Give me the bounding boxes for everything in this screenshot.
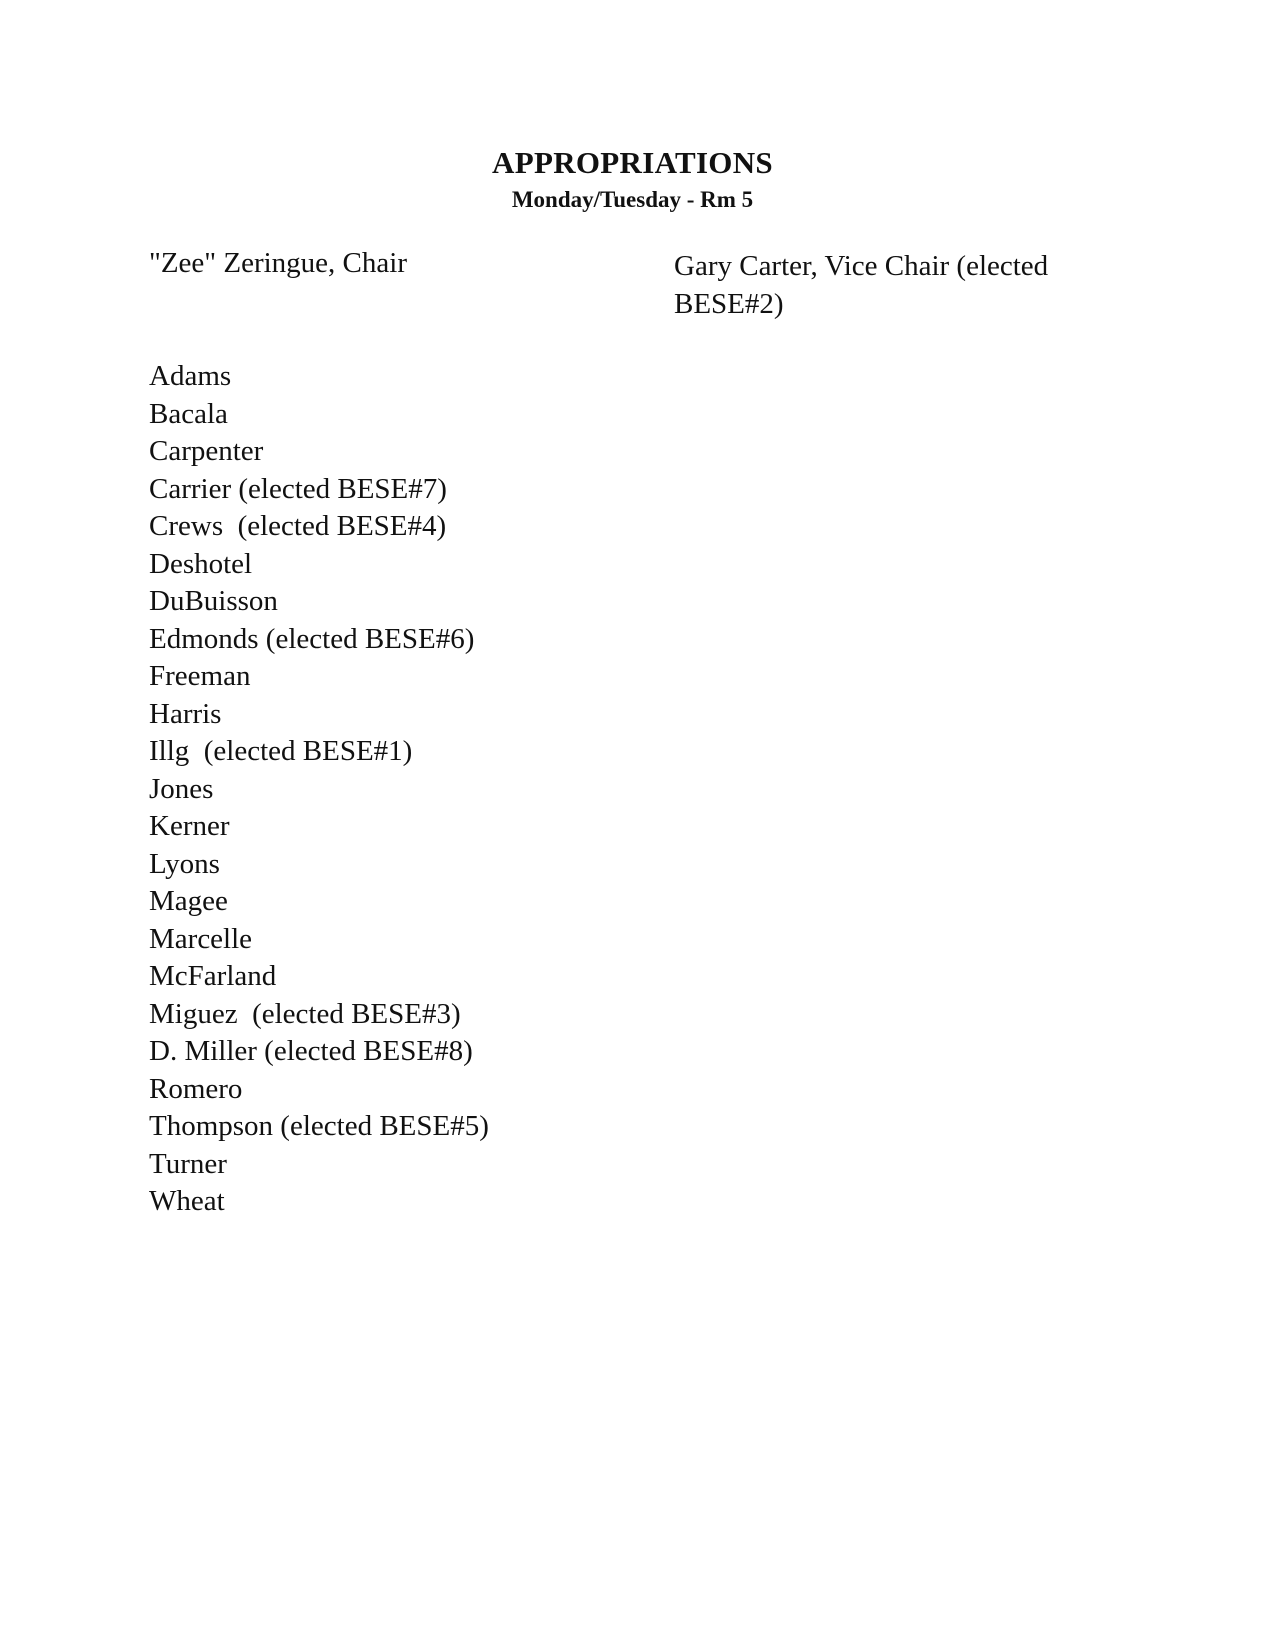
member-item: Deshotel — [149, 547, 253, 580]
member-item: Thompson (elected BESE#5) — [149, 1110, 489, 1142]
committee-vice-chair: Gary Carter, Vice Chair (elected BESE#2) — [674, 250, 1049, 320]
member-item: Kerner — [149, 810, 230, 842]
member-item: Freeman — [149, 660, 251, 692]
member-item: Adams — [149, 360, 232, 392]
member-item: Bacala — [149, 397, 228, 430]
meeting-schedule: Monday/Tuesday - Rm 5 — [511, 187, 754, 212]
committee-title: APPROPRIATIONS — [492, 145, 773, 180]
member-item: DuBuisson — [149, 585, 278, 617]
committee-chair: "Zee" Zeringue, Chair — [149, 247, 407, 279]
member-item: Illg (elected BESE#1) — [149, 735, 413, 767]
member-item: McFarland — [149, 960, 277, 992]
member-item: Marcelle — [149, 922, 253, 955]
member-item: Carrier (elected BESE#7) — [149, 472, 447, 505]
member-item: Harris — [149, 697, 222, 730]
member-item: Edmonds (elected BESE#6) — [149, 622, 475, 655]
member-item: Jones — [149, 772, 214, 805]
member-item: Carpenter — [149, 435, 264, 467]
member-item: Crews (elected BESE#4) — [149, 510, 447, 542]
member-item: D. Miller (elected BESE#8) — [149, 1035, 473, 1067]
member-item: Lyons — [149, 847, 220, 880]
member-item: Turner — [149, 1147, 227, 1180]
member-item: Miguez (elected BESE#3) — [149, 997, 461, 1030]
member-item: Magee — [149, 885, 228, 917]
member-list — [149, 358, 489, 1221]
member-item: Romero — [149, 1072, 243, 1105]
member-item: Wheat — [149, 1185, 225, 1217]
